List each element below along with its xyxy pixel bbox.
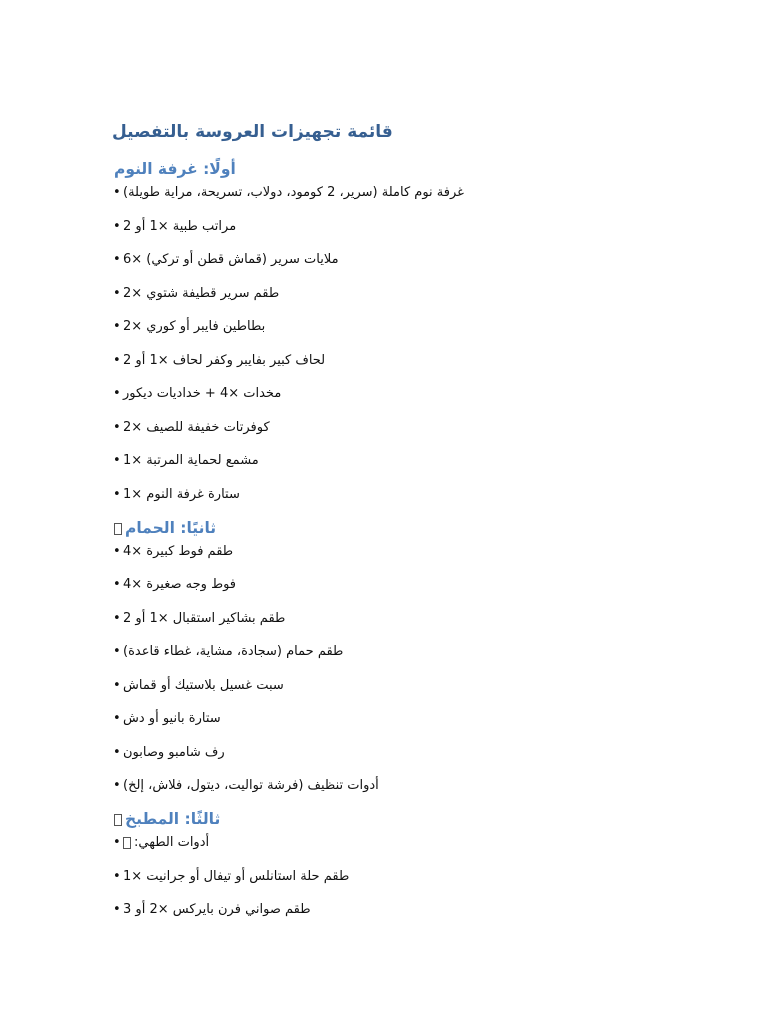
list-item-text: طقم صواني فرن بايركس ×2 أو 3 xyxy=(123,902,311,917)
bullet: • xyxy=(113,319,121,334)
bullet: • xyxy=(113,902,121,917)
bullet: • xyxy=(113,778,121,793)
list-item-text: طقم حمام (سجادة، مشاية، غطاء قاعدة) xyxy=(123,644,344,659)
list-item xyxy=(113,576,236,594)
list-item xyxy=(113,486,240,504)
list-item-text: ستارة بانيو أو دش xyxy=(123,711,221,726)
missing-glyph-icon xyxy=(114,814,122,826)
bullet: • xyxy=(113,678,121,693)
list-item xyxy=(113,543,233,561)
list-item-text: مخدات ×4 + خداديات ديكور xyxy=(123,386,282,401)
section-heading-text: أولًا: غرفة النوم xyxy=(114,160,236,178)
list-item-text: ملايات سرير (قماش قطن أو تركي) ×6 xyxy=(123,252,339,267)
list-item-text: لحاف كبير بفايبر وكفر لحاف ×1 أو 2 xyxy=(123,353,326,368)
list-item-text: طقم حلة استانلس أو تيفال أو جرانيت ×1 xyxy=(123,869,350,884)
list-item xyxy=(113,834,209,852)
bullet: • xyxy=(113,252,121,267)
bullet: • xyxy=(113,611,121,626)
list-item-text: أدوات تنظيف (فرشة تواليت، ديتول، فلاش، إلخ) xyxy=(123,778,379,793)
section-heading-bedroom xyxy=(114,160,236,178)
list-item-text: طقم بشاكير استقبال ×1 أو 2 xyxy=(123,611,286,626)
list-item xyxy=(113,643,343,661)
bullet: • xyxy=(113,711,121,726)
list-item-text: طقم سرير قطيفة شتوي ×2 xyxy=(123,286,280,301)
bullet: • xyxy=(113,185,121,200)
document-title: قائمة تجهيزات العروسة بالتفصيل xyxy=(112,122,393,142)
list-item-text: مشمع لحماية المرتبة ×1 xyxy=(123,453,259,468)
section-heading-kitchen xyxy=(114,810,220,828)
bullet: • xyxy=(113,869,121,884)
list-item-text: ستارة غرفة النوم ×1 xyxy=(123,487,240,502)
bullet: • xyxy=(113,386,121,401)
bullet: • xyxy=(113,453,121,468)
list-item-text: غرفة نوم كاملة (سرير، 2 كومود، دولاب، تسريحة، مراية طويلة) xyxy=(123,185,464,200)
bullet: • xyxy=(113,577,121,592)
list-item-text: رف شامبو وصابون xyxy=(123,745,225,760)
list-item xyxy=(113,318,265,336)
list-item xyxy=(113,352,325,370)
bullet: • xyxy=(113,745,121,760)
bullet: • xyxy=(113,487,121,502)
bullet: • xyxy=(113,835,121,850)
list-item-text: فوط وجه صغيرة ×4 xyxy=(123,577,237,592)
list-item xyxy=(113,452,259,470)
list-item-text: أدوات الطهي: xyxy=(134,835,210,850)
bullet: • xyxy=(113,544,121,559)
bullet: • xyxy=(113,286,121,301)
list-item xyxy=(113,610,285,628)
bullet: • xyxy=(113,420,121,435)
list-item xyxy=(113,777,379,795)
list-item xyxy=(113,677,284,695)
list-item-text: سبت غسيل بلاستيك أو قماش xyxy=(123,678,284,693)
section-heading-text: ثانيًا: الحمام xyxy=(125,519,217,537)
list-item xyxy=(113,251,339,269)
section-heading-bathroom xyxy=(114,519,216,537)
bullet: • xyxy=(113,219,121,234)
list-item-text: بطاطين فايبر أو كوري ×2 xyxy=(123,319,266,334)
list-item xyxy=(113,744,225,762)
list-item xyxy=(113,218,236,236)
section-heading-text: ثالثًا: المطبخ xyxy=(125,810,221,828)
list-item-text: كوفرتات خفيفة للصيف ×2 xyxy=(123,420,270,435)
list-item xyxy=(113,285,279,303)
list-item xyxy=(113,385,281,403)
bullet: • xyxy=(113,644,121,659)
list-item xyxy=(113,419,270,437)
missing-glyph-icon xyxy=(123,837,131,849)
list-item xyxy=(113,901,311,919)
list-item xyxy=(113,868,349,886)
list-item xyxy=(113,710,221,728)
list-item-text: مراتب طبية ×1 أو 2 xyxy=(123,219,237,234)
list-item xyxy=(113,184,464,202)
missing-glyph-icon xyxy=(114,523,122,535)
bullet: • xyxy=(113,353,121,368)
list-item-text: طقم فوط كبيرة ×4 xyxy=(123,544,234,559)
